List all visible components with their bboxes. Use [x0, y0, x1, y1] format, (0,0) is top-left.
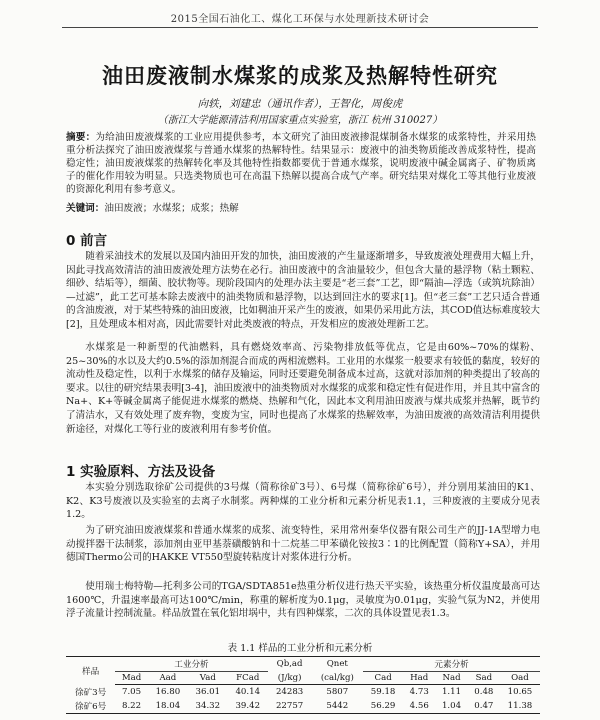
cell: 24283 — [275, 686, 304, 697]
keywords — [66, 202, 536, 215]
col-vad: Vad — [188, 672, 228, 685]
cell: 18.04 — [148, 699, 188, 714]
cell: 4.56 — [403, 699, 435, 714]
abstract — [66, 131, 536, 196]
cell: 16.80 — [155, 686, 181, 697]
paper-title: 油田废液制水煤浆的成浆及热解特性研究 — [102, 63, 498, 88]
methods-paragraph-2: 为了研究油田废液煤浆和普通水煤浆的成浆、流变特性，采用常州秦华仪器有限公司生产的JJ-1A型增力电动搅拌器干法制浆，添加剂由亚甲基萘磺酸钠和十二烷基二甲苯磺化铵按3∶1的比例配置（简称Y+SA），并用德国Thermo公司的HAKKE VT550型旋转粘度计对浆体进行分析。 — [66, 525, 540, 564]
header-rule — [62, 27, 538, 28]
paper-authors: 向轶，刘建忠（通讯作者），王智化，周俊虎 — [197, 98, 403, 110]
section-heading-intro: 0 前言 — [66, 233, 108, 249]
keywords-label: 关键词： — [66, 203, 105, 214]
cell: 1.11 — [441, 686, 462, 697]
running-head: 2015全国石油化工、煤化工环保与水处理新技术研讨会 — [170, 14, 430, 25]
row-name: 徐矿6号 — [66, 699, 115, 714]
table-row — [66, 685, 540, 699]
cell: 5442 — [311, 699, 363, 714]
cell: 40.14 — [235, 686, 261, 697]
paper-affiliation: （浙江大学能源清洁利用国家重点实验室，浙江 杭州 310027） — [157, 115, 443, 126]
methods-paragraph-1: 本实验分别选取徐矿公司提供的3号煤（简称徐矿3号）、6号煤（简称徐矿6号），并分别用某油田的K1、K2、K3号废液以及实验室的去离子水制浆。两种煤的工业分析和元素分析见表1.1，三种废液的主要成分见表1.2。 — [66, 482, 540, 521]
cell: 7.05 — [121, 686, 142, 697]
col-qnet: Qnet — [311, 657, 363, 672]
section-heading-methods: 1 实验原料、方法及设备 — [66, 464, 216, 480]
row-name: 徐矿3号 — [74, 687, 107, 698]
cell: 1.04 — [435, 699, 467, 714]
cell: 0.48 — [474, 686, 494, 697]
col-had: Had — [403, 672, 435, 685]
col-sample: 样品 — [66, 657, 115, 685]
col-oad: Oad — [500, 672, 540, 685]
analysis-table — [66, 656, 540, 714]
cell: 8.22 — [115, 699, 148, 714]
cell: 39.42 — [228, 699, 268, 714]
cell: 56.29 — [363, 699, 403, 714]
cell: 36.01 — [195, 686, 221, 697]
col-qbad: Qb,ad — [268, 657, 312, 672]
intro-paragraph-2: 水煤浆是一种新型的代油燃料，具有燃烧效率高、污染物排放低等优点，它是由60%~70%的煤粉、25~30%的水以及大约0.5%的添加剂混合而成的两相流燃料。工业用的水煤浆一般要求有较低的黏度，较好的流动性及稳定性，以利于水煤浆的储存及输运，同时还要避免制备成本过高，这就对添加剂的种类提出了较高的要求。以往的研究结果表明[3-4]，油田废液中的油类物质对水煤浆的成浆和稳定性有促进作用，并且其中富含的Na+、K+等碱金属离子能促进水煤浆的燃烧、热解和气化，因此本文利用油田废液与煤共成浆并热解，既节约了清洁水，又有效处理了废弃物，变废为宝，同时也提高了水煤浆的热解效率，为油田废液的高效清洁利用提供新途径，对煤化工等行业的废液利用有参考价值。 — [66, 342, 540, 435]
cell: 4.73 — [409, 686, 429, 697]
intro-paragraph-1: 随着采油技术的发展以及国内油田开发的加快，油田废液的产生量逐渐增多，导致废液处理费用大幅上升，因此寻找高效清洁的油田废液处理方法势在必行。油田废液中的含油量较少，但包含大量的悬浮物（粘土颗粒、细砂、结垢等），细菌、胶状物等。现阶段国内的处理办法主要是“老三套”工艺，即“隔油—浮选（或筑坑除油）—过滤”，此工艺可基本除去废液中的油类物质和悬浮物，以达到回注水的要求[1]。但“老三套”工艺只适合普通的含油废液，对于某些特殊的油田废液，比如稠油开采产生的废液，如果仍采用此方法，其COD值达标难度较大[2]，且处理成本相对高，因此需要针对此类废液的特点，开发相应的废液处理新工艺。 — [66, 251, 540, 330]
col-nad: Nad — [435, 672, 467, 685]
table-caption: 表 1.1 样品的工业分析和元素分析 — [227, 643, 373, 654]
abstract-text: 为给油田废液煤浆的工业应用提供参考，本文研究了油田废液掺混煤制备水煤浆的成浆特性，并采用热重分析法探究了油田废液煤浆与普通水煤浆的热解特性。结果显示：废液中的油类物质能改善成浆特性，提高稳定性；油田废液煤浆的热解转化率及其他特性指数都要优于普通水煤浆，说明废液中碱金属离子、矿物质离子的催化作用较为明显。只选类物质也可在高温下热解以提高合成气产率。研究结果对煤化工等其他行业废液的资源化利用有参考意义。 — [66, 132, 537, 195]
col-aad: Aad — [148, 672, 188, 685]
cell: 11.38 — [500, 699, 540, 714]
methods-paragraph-3: 使用瑞士梅特勒—托利多公司的TGA/SDTA851e热重分析仪进行热天平实验，该热重分析仪温度最高可达1600℃，升温速率最高可达100℃/min，称重的解析度为0.1μg，灵敏度为0.01μg，实验气氛为N2，并使用浮子流量计控制流量。样品放置在氧化铝坩埚中，共有四种煤浆，二次的具体设置见表1.3。 — [66, 581, 540, 620]
col-sad: Sad — [468, 672, 500, 685]
group-industrial: 工业分析 — [115, 657, 268, 672]
cell: 22757 — [268, 699, 312, 714]
group-elemental: 元素分析 — [363, 657, 540, 672]
col-mad: Mad — [115, 672, 148, 685]
col-cad: Cad — [363, 672, 403, 685]
col-qnet-unit: (cal/kg) — [311, 672, 363, 685]
cell: 10.65 — [507, 686, 533, 697]
cell: 5807 — [326, 686, 349, 697]
table-row — [66, 699, 540, 714]
cell: 59.18 — [370, 686, 396, 697]
keywords-text: 油田废液；水煤浆；成浆；热解 — [104, 203, 239, 214]
abstract-label: 摘要： — [66, 132, 96, 143]
col-qbad-unit: (J/kg) — [268, 672, 312, 685]
col-fcad: FCad — [228, 672, 268, 685]
cell: 0.47 — [468, 699, 500, 714]
cell: 34.32 — [188, 699, 228, 714]
